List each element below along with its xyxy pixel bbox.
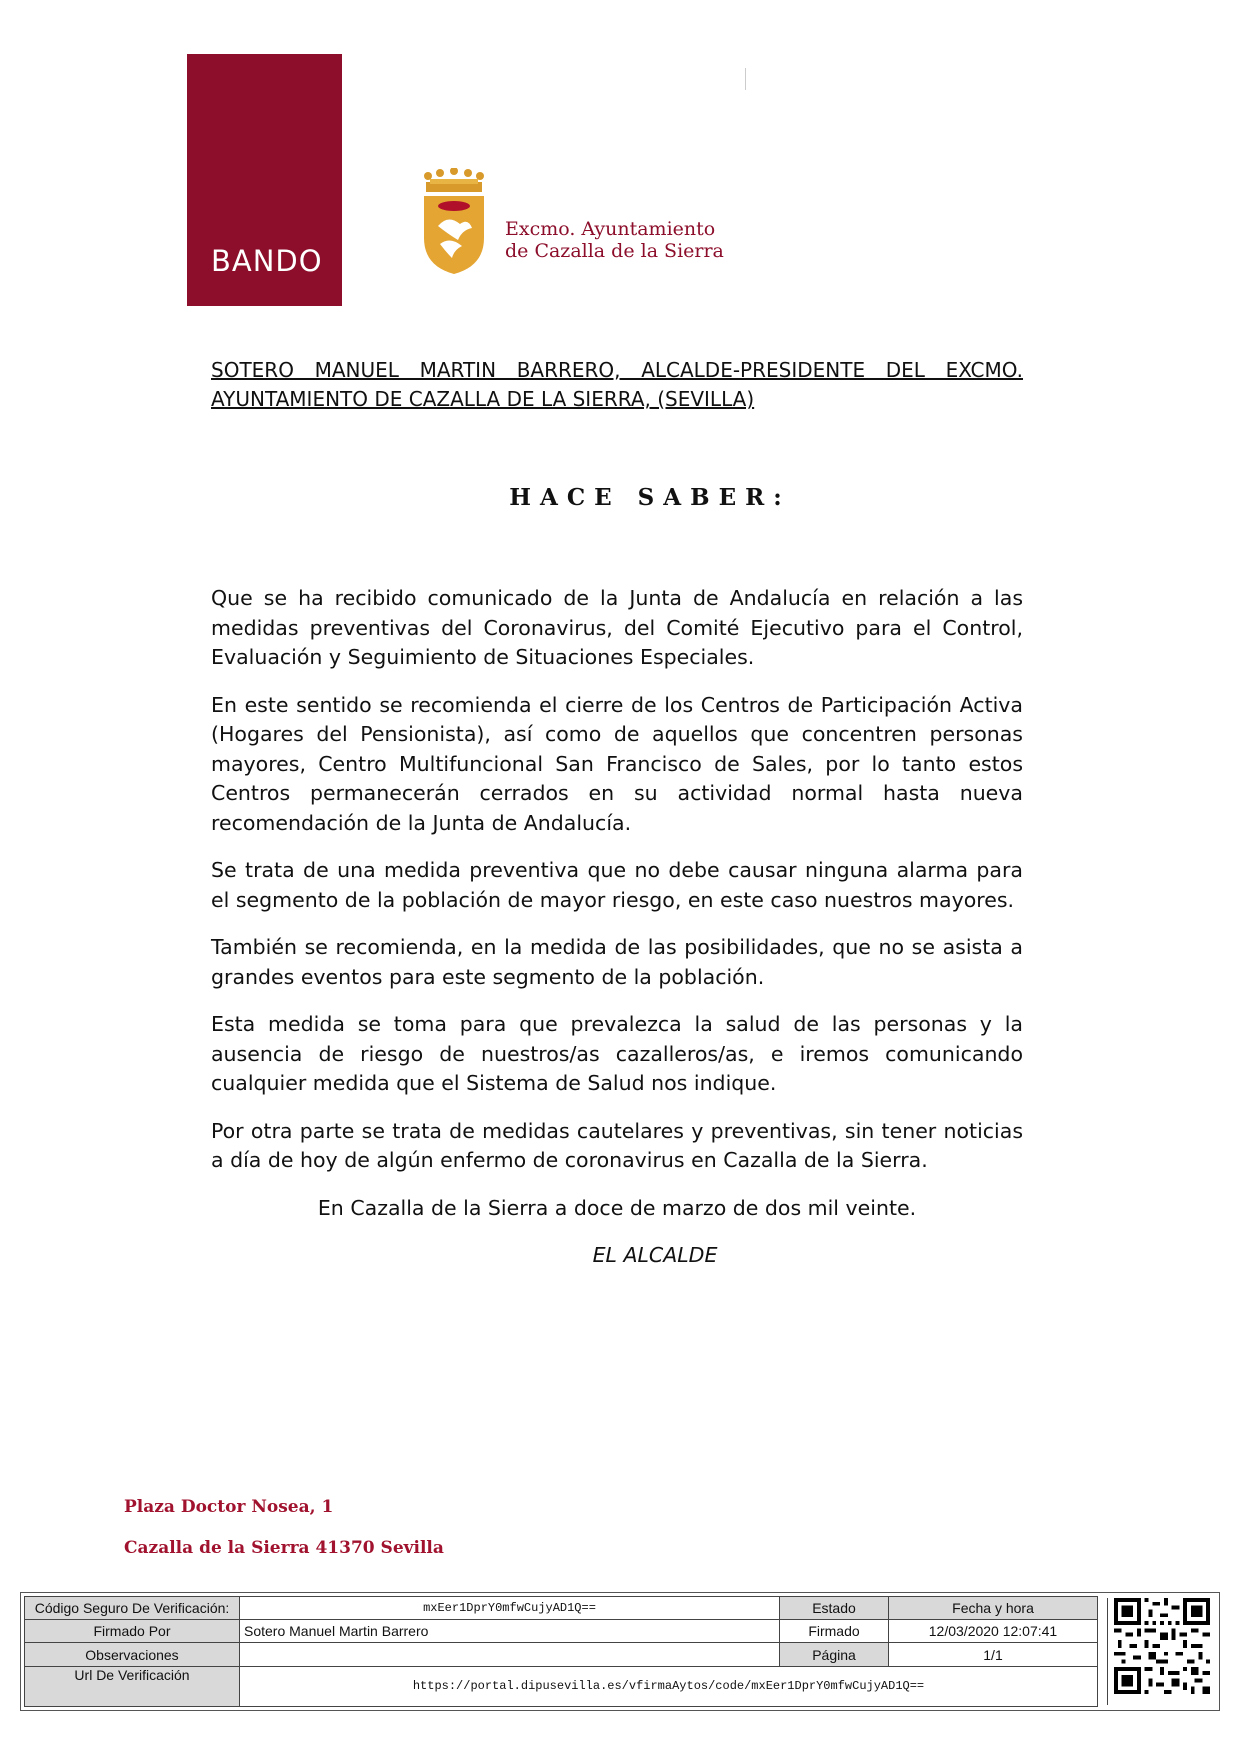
mayor-line-2: AYUNTAMIENTO DE CAZALLA DE LA SIERRA, (SEVILLA) (211, 387, 755, 411)
url-label: Url De Verificación (25, 1666, 240, 1706)
verification-table (24, 1596, 1098, 1707)
firmado-por-value: Sotero Manuel Martin Barrero (240, 1620, 780, 1643)
date-line: En Cazalla de la Sierra a doce de marzo de dos mil veinte. (317, 1195, 917, 1220)
paragraph: En este sentido se recomienda el cierre de los Centros de Participación Activa (Hogares del Pensionista), así como de aquellos que concentren personas mayores, Centro Multifuncional San Francisco de Sales, por lo tanto estos Centros permanecerán cerrados en su actividad normal hasta nueva recomendación de la Junta de Andalucía. (211, 692, 1023, 835)
csv-value: mxEer1DprY0mfwCujyAD1Q== (240, 1597, 780, 1620)
pagina-label: Página (780, 1643, 889, 1666)
coat-of-arms-icon (418, 168, 490, 278)
paragraph: Esta medida se toma para que prevalezca la salud de las personas y la ausencia de riesgo de nuestros/as cazalleros/as, e iremos comunicando cualquier medida que el Sistema de Salud nos indique. (211, 1012, 1023, 1095)
bando-label: BANDO (211, 244, 323, 278)
hace-saber-heading: HACE SABER: (509, 484, 791, 511)
address-line-1: Plaza Doctor Nosea, 1 (124, 1497, 334, 1517)
scan-mark (745, 68, 746, 90)
firmado-por-label: Firmado Por (25, 1620, 240, 1643)
signature: EL ALCALDE (592, 1243, 718, 1267)
estado-value: Firmado (780, 1620, 889, 1643)
csv-label: Código Seguro De Verificación: (25, 1597, 240, 1620)
fecha-label: Fecha y hora (889, 1597, 1098, 1620)
bando-banner (187, 54, 342, 306)
organization-name (505, 218, 724, 262)
paragraph: Que se ha recibido comunicado de la Junta de Andalucía en relación a las medidas preventivas del Coronavirus, del Comité Ejecutivo para el Control, Evaluación y Seguimiento de Situaciones Especiales. (211, 586, 1023, 669)
observaciones-value (240, 1643, 780, 1666)
url-value[interactable]: https://portal.dipusevilla.es/vfirmaAytos/code/mxEer1DprY0mfwCujyAD1Q== (240, 1666, 1098, 1706)
pagina-value: 1/1 (889, 1643, 1098, 1666)
mayor-title (211, 356, 1023, 414)
paragraph: Se trata de una medida preventiva que no debe causar ninguna alarma para el segmento de la población de mayor riesgo, en este caso nuestros mayores. (211, 858, 1023, 912)
paragraph: Por otra parte se trata de medidas cautelares y preventivas, sin tener noticias a día de hoy de algún enfermo de coronavirus en Cazalla de la Sierra. (211, 1118, 1023, 1172)
verification-box (20, 1592, 1220, 1711)
document-body (211, 584, 1023, 1289)
observaciones-label: Observaciones (25, 1643, 240, 1666)
org-line-2: de Cazalla de la Sierra (505, 240, 724, 262)
mayor-line-1: SOTERO MANUEL MARTIN BARRERO, ALCALDE-PRESIDENTE DEL EXCMO. (211, 358, 1023, 382)
address-line-2: Cazalla de la Sierra 41370 Sevilla (124, 1538, 444, 1558)
fecha-value: 12/03/2020 12:07:41 (889, 1620, 1098, 1643)
estado-label: Estado (780, 1597, 889, 1620)
paragraph: También se recomienda, en la medida de las posibilidades, que no se asista a grandes eventos para este segmento de la población. (211, 935, 1023, 989)
org-line-1: Excmo. Ayuntamiento (505, 218, 716, 240)
qr-code-icon (1107, 1598, 1214, 1705)
